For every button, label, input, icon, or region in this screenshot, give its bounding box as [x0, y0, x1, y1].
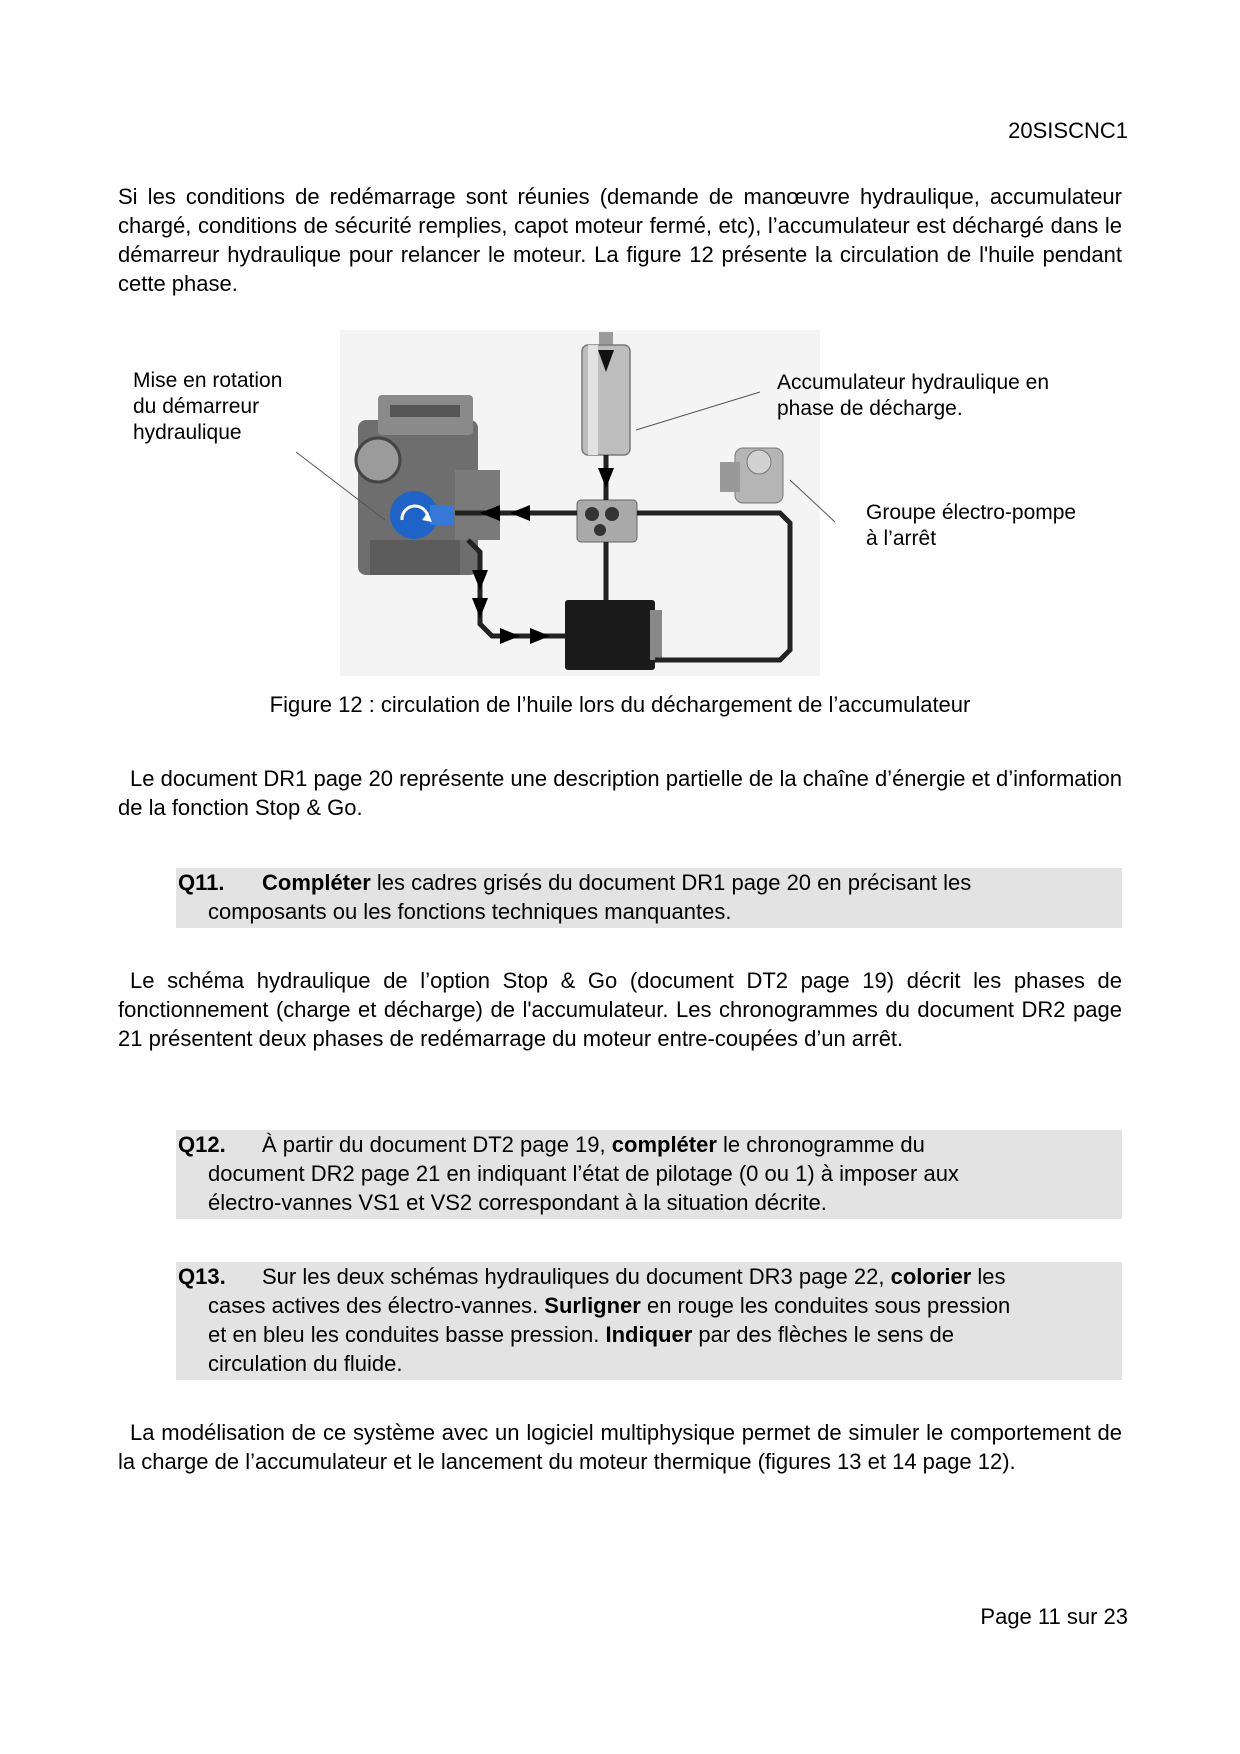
question-text: en rouge les conduites sous pression [640, 1293, 1011, 1318]
question-q12 [176, 1130, 1122, 1219]
figure-12-diagram [0, 0, 1240, 700]
callout-starter [133, 368, 282, 446]
question-keyword: Compléter [262, 870, 371, 895]
valve-block [577, 500, 637, 542]
question-label: Q11. [178, 870, 225, 895]
question-keyword: Surligner [544, 1293, 641, 1318]
question-text: le chronogramme du [716, 1132, 925, 1157]
question-text: À partir du document DT2 page 19, [262, 1132, 612, 1157]
callout-starter-line: Mise en rotation [133, 369, 283, 392]
figure-caption: Figure 12 : circulation de l’huile lors du déchargement de l’accumulateur [269, 692, 971, 717]
accumulator-cylinder [582, 332, 630, 455]
document-code: 20SISCNC1 [1008, 118, 1128, 143]
question-text: et en bleu les conduites basse pression. [208, 1322, 606, 1347]
question-text: document DR2 page 21 en indiquant l’état de pilotage (0 ou 1) à imposer aux [208, 1161, 959, 1186]
model-paragraph: La modélisation de ce système avec un logiciel multiphysique permet de simuler le comportement de la charge de l’accumulateur et le lancement du moteur thermique (figures 13 et 14 page 12). [118, 1420, 1122, 1474]
question-q11 [176, 868, 1122, 928]
callout-accumulator-line: phase de décharge. [777, 397, 963, 420]
question-text: les [971, 1264, 1006, 1289]
question-text: circulation du fluide. [208, 1351, 403, 1376]
question-text: Sur les deux schémas hydrauliques du document DR3 page 22, [262, 1264, 891, 1289]
question-keyword: compléter [611, 1132, 717, 1157]
question-q13 [176, 1262, 1122, 1380]
question-text: par des flèches le sens de [692, 1322, 954, 1347]
intro-paragraph: Si les conditions de redémarrage sont réunies (demande de manœuvre hydraulique, accumulateur chargé, conditions de sécurité remplies, capot moteur fermé, etc), l’accumulateur est déchargé dans le démarreur hydraulique pour relancer le moteur. La figure 12 présente la circulation de l'huile pendant cette phase. [118, 184, 1122, 296]
question-keyword: Indiquer [605, 1322, 693, 1347]
question-label: Q12. [178, 1132, 226, 1157]
callout-accumulator [777, 370, 1049, 422]
question-keyword: colorier [890, 1264, 972, 1289]
question-text: cases actives des électro-vannes. [208, 1293, 545, 1318]
dr1-paragraph: Le document DR1 page 20 représente une description partielle de la chaîne d’énergie et d’information de la fonction Stop & Go. [118, 766, 1122, 820]
question-text: électro-vannes VS1 et VS2 correspondant à la situation décrite. [208, 1190, 827, 1215]
callout-starter-line: du démarreur [133, 395, 260, 418]
question-label: Q13. [178, 1264, 226, 1289]
callout-pump-line: Groupe électro-pompe [866, 501, 1077, 524]
question-text: composants ou les fonctions techniques manquantes. [208, 899, 732, 924]
callout-starter-line: hydraulique [133, 421, 242, 444]
page-number: Page 11 sur 23 [980, 1604, 1128, 1629]
callout-pump [866, 500, 1076, 552]
hydraulic-tank [565, 600, 662, 670]
callout-pump-line: à l’arrêt [866, 527, 937, 550]
callout-accumulator-line: Accumulateur hydraulique en [777, 371, 1049, 394]
question-text: les cadres grisés du document DR1 page 20 en précisant les [370, 870, 972, 895]
dt2-paragraph: Le schéma hydraulique de l’option Stop & Go (document DT2 page 19) décrit les phases de fonctionnement (charge et décharge) de l'accumulateur. Les chronogrammes du document DR2 page 21 présentent deux phases de redémarrage du moteur entre-coupées d’un arrêt. [118, 968, 1122, 1051]
